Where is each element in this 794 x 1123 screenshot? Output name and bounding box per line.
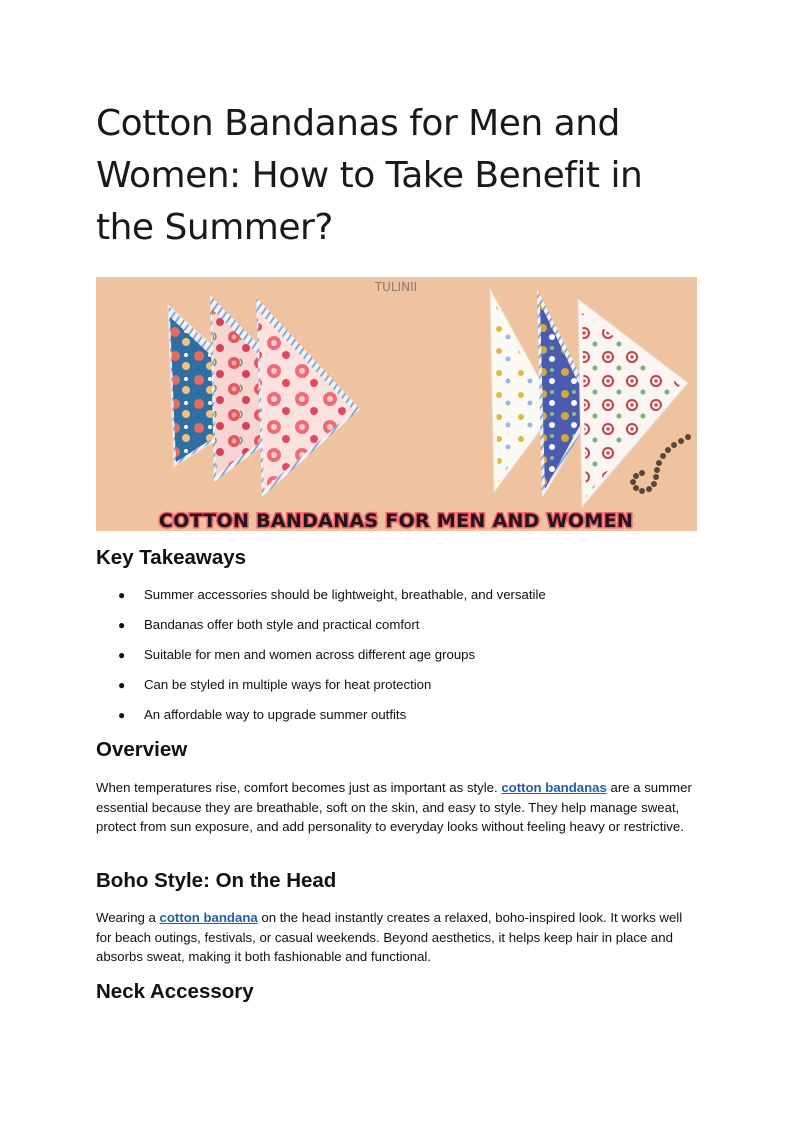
article-title: Cotton Bandanas for Men and Women: How to Take Benefit in the Summer? [96,103,643,248]
brand-watermark: TULINII [374,280,418,294]
list-item: ● Bandanas offer both style and practical comfort [96,614,698,644]
bullet-icon: ● [118,678,126,692]
overview-paragraph: When temperatures rise, comfort becomes just as important as style. cotton bandanas are a summer essential because they are breathable, soft on the skin, and easy to style. They help manage sweat, protect from sun exposure, and add personality to everyday looks without feeling heavy or restrictive. [96,780,692,835]
cotton-bandana-link[interactable]: cotton bandana [159,910,258,925]
key-takeaways-list [96,584,698,734]
bullet-icon: ● [118,588,126,602]
heading-neck-accessory: Neck Accessory [96,980,254,1003]
bullet-icon: ● [118,708,126,722]
boho-paragraph: Wearing a cotton bandana on the head instantly creates a relaxed, boho-inspired look. It works well for beach outings, festivals, or casual weekends. Beyond aesthetics, it helps keep hair in place and absorbs sweat, making it both fashionable and functional. [96,910,683,965]
list-item: ● Can be styled in multiple ways for heat protection [96,674,698,704]
bullet-icon: ● [118,648,126,662]
heading-key-takeaways: Key Takeaways [96,546,247,569]
cotton-bandanas-link[interactable]: cotton bandanas [501,780,607,795]
heading-boho-style: Boho Style: On the Head [96,869,337,892]
heading-overview: Overview [96,738,188,761]
list-item: ● Suitable for men and women across different age groups [96,644,698,674]
list-item: ● Summer accessories should be lightweight, breathable, and versatile [96,584,698,614]
hero-image [96,277,697,531]
list-item: ● An affordable way to upgrade summer outfits [96,704,698,734]
hero-banner-text: COTTON BANDANAS FOR MEN AND WOMEN [158,510,634,531]
bullet-icon: ● [118,618,126,632]
